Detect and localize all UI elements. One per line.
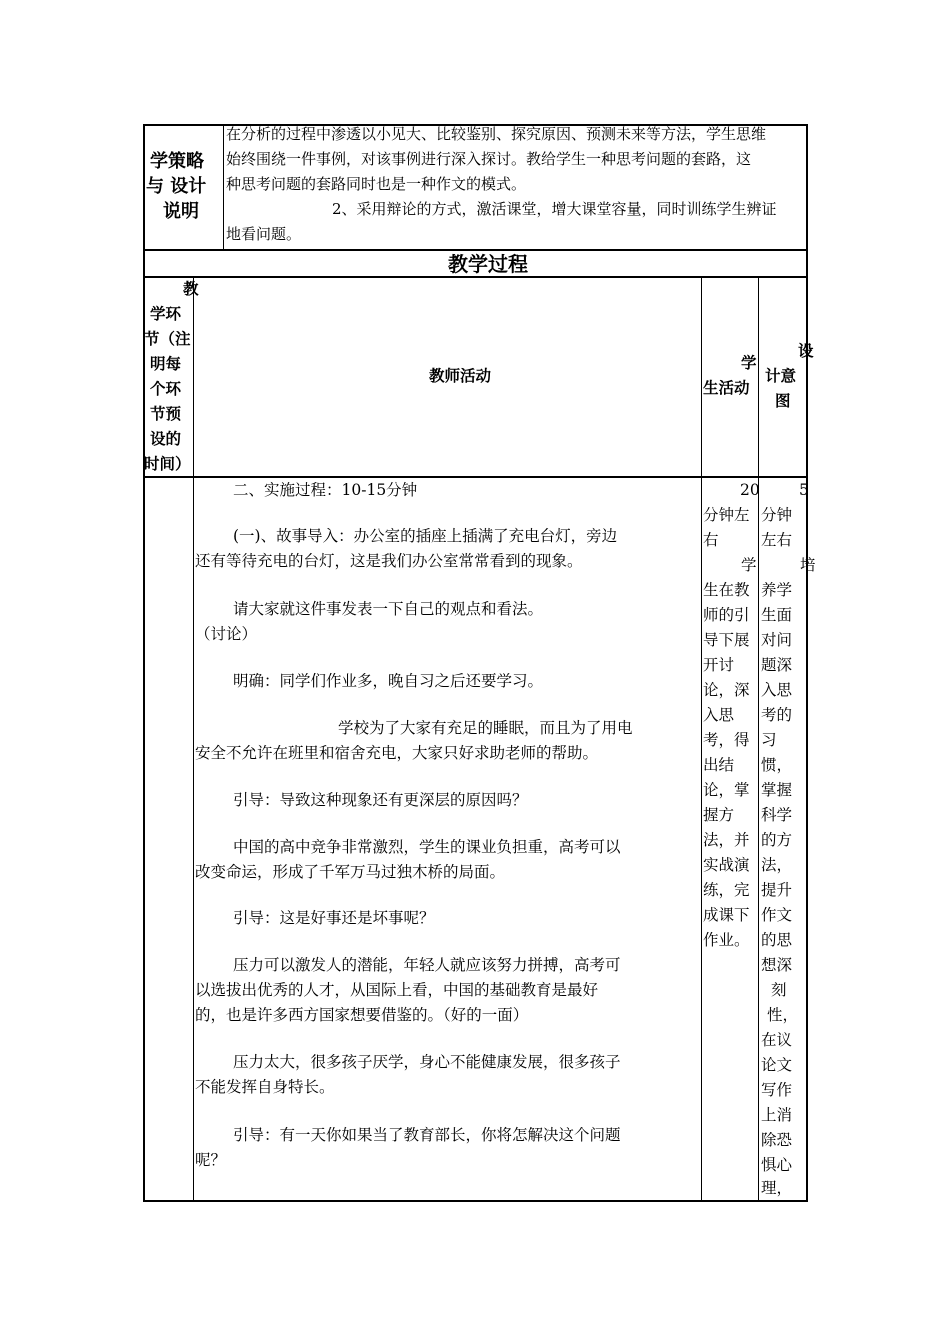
teacher-line: (一)、故事导入：办公室的插座上插满了充电台灯，旁边 (233, 527, 618, 545)
teacher-line: 二、实施过程：10-15分钟 (233, 481, 418, 499)
design-header-line-3: 图 (775, 392, 791, 410)
student-line: 生在教 (703, 581, 750, 599)
student-line: 开讨 (703, 656, 735, 674)
design-line: 养学 (761, 581, 793, 599)
teacher-line: 压力太大，很多孩子厌学，身心不能健康发展，很多孩子 (233, 1053, 621, 1071)
student-line: 论，深 (703, 681, 750, 699)
strategy-text-line-5: 地看问题。 (226, 225, 302, 243)
strategy-text-line-2: 始终围绕一件事例，对该事例进行深入探讨。教给学生一种思考问题的套路，这 (226, 150, 752, 168)
student-line: 练，完 (703, 881, 750, 899)
stage-header-line-1: 教 (183, 280, 199, 298)
student-line: 出结 (703, 756, 735, 774)
design-line: 的思 (761, 931, 793, 949)
teacher-line: 不能发挥自身特长。 (195, 1078, 335, 1096)
student-line: 考，得 (703, 731, 750, 749)
teacher-line: 呢？ (195, 1151, 227, 1169)
design-line: 想深 (761, 956, 793, 974)
col-divider-student (758, 276, 759, 1202)
stage-header-line-5: 个环 (150, 380, 182, 398)
design-line: 作文 (761, 906, 793, 924)
design-header-line-1: 设 (798, 342, 814, 360)
design-line: 习 (761, 731, 777, 749)
design-line: 写作 (761, 1081, 793, 1099)
teacher-line: （讨论） (195, 625, 258, 643)
design-line: 刻 (771, 981, 787, 999)
border-bottom (143, 1200, 808, 1202)
design-line: 理， (761, 1179, 793, 1197)
strategy-label-line-3: 说明 (163, 201, 199, 222)
strategy-col-divider (223, 124, 224, 251)
design-line: 考的 (761, 706, 793, 724)
design-header-line-2: 计意 (765, 367, 797, 385)
design-line: 入思 (761, 681, 793, 699)
stage-header-line-4: 明每 (150, 355, 182, 373)
stage-header-line-7: 设的 (150, 430, 182, 448)
design-line: 的方 (761, 831, 793, 849)
teacher-line: 引导：导致这种现象还有更深层的原因吗？ (233, 791, 528, 809)
border-right (806, 124, 808, 1202)
design-line: 对问 (761, 631, 793, 649)
student-header-line-1: 学 (741, 354, 757, 372)
student-line: 握方 (703, 806, 735, 824)
stage-header-line-6: 节预 (150, 405, 182, 423)
design-line: 法， (761, 856, 793, 874)
design-line: 培 (800, 556, 816, 574)
design-line: 左右 (761, 531, 793, 549)
teacher-line: 请大家就这件事发表一下自己的观点和看法。 (233, 600, 544, 618)
design-line: 性， (767, 1006, 799, 1024)
teacher-line: 的，也是许多西方国家想要借鉴的。（好的一面） (195, 1006, 529, 1024)
student-header-line-2: 生活动 (703, 379, 750, 397)
student-line: 入思 (703, 706, 735, 724)
design-line: 惯， (761, 756, 793, 774)
student-line: 学 (741, 556, 757, 574)
design-line: 5 (799, 481, 809, 499)
student-line: 师的引 (703, 606, 750, 624)
stage-header-line-2: 学环 (150, 305, 182, 323)
design-line: 科学 (761, 806, 793, 824)
teacher-line: 还有等待充电的台灯，这是我们办公室常常看到的现象。 (195, 552, 583, 570)
student-line: 导下展 (703, 631, 750, 649)
teacher-line: 明确：同学们作业多，晚自习之后还要学习。 (233, 672, 544, 690)
col-divider-teacher (701, 276, 702, 1202)
strategy-text-line-1: 在分析的过程中渗透以小见大、比较鉴别、探究原因、预测未来等方法，学生思维 (226, 125, 767, 143)
teacher-line: 压力可以激发人的潜能，年轻人就应该努力拼搏，高考可 (233, 956, 621, 974)
student-line: 右 (703, 531, 719, 549)
teacher-line: 引导：这是好事还是坏事呢？ (233, 909, 435, 927)
strategy-label-line-1: 学策略 (150, 151, 204, 172)
design-line: 生面 (761, 606, 793, 624)
student-line: 论，掌 (703, 781, 750, 799)
process-title: 教学过程 (448, 252, 528, 276)
design-line: 除恐 (761, 1131, 793, 1149)
strategy-text-line-4: 2、采用辩论的方式，激活课堂，增大课堂容量，同时训练学生辨证 (332, 200, 777, 218)
teacher-header: 教师活动 (429, 367, 492, 385)
student-line: 实战演 (703, 856, 750, 874)
teacher-line: 改变命运，形成了千军万马过独木桥的局面。 (195, 863, 506, 881)
student-line: 成课下 (703, 906, 750, 924)
strategy-label-line-2: 与 设计 (146, 176, 207, 197)
student-line: 法，并 (703, 831, 750, 849)
design-line: 题深 (761, 656, 793, 674)
stage-header-line-8: 时间） (144, 455, 191, 473)
stage-header-line-3: 节（注 (144, 330, 191, 348)
teacher-line: 引导：有一天你如果当了教育部长，你将怎解决这个问题 (233, 1126, 621, 1144)
student-line: 作业。 (703, 931, 750, 949)
design-line: 掌握 (761, 781, 793, 799)
design-line: 在议 (761, 1031, 793, 1049)
design-line: 分钟 (761, 506, 793, 524)
col-divider-stage (193, 276, 194, 1202)
teacher-line: 以选拔出优秀的人才，从国际上看，中国的基础教育是最好 (195, 981, 599, 999)
strategy-text-line-3: 种思考问题的套路同时也是一种作文的模式。 (226, 175, 527, 193)
teacher-line: 学校为了大家有充足的睡眠，而且为了用电 (338, 719, 633, 737)
border-left (143, 124, 145, 1202)
design-line: 论文 (761, 1056, 793, 1074)
student-line: 20 (740, 481, 760, 499)
design-line: 惧心 (761, 1156, 793, 1174)
design-line: 上消 (761, 1106, 793, 1124)
design-line: 提升 (761, 881, 793, 899)
student-line: 分钟左 (703, 506, 750, 524)
teacher-line: 中国的高中竞争非常激烈，学生的课业负担重，高考可以 (233, 838, 621, 856)
teacher-line: 安全不允许在班里和宿舍充电，大家只好求助老师的帮助。 (195, 744, 599, 762)
